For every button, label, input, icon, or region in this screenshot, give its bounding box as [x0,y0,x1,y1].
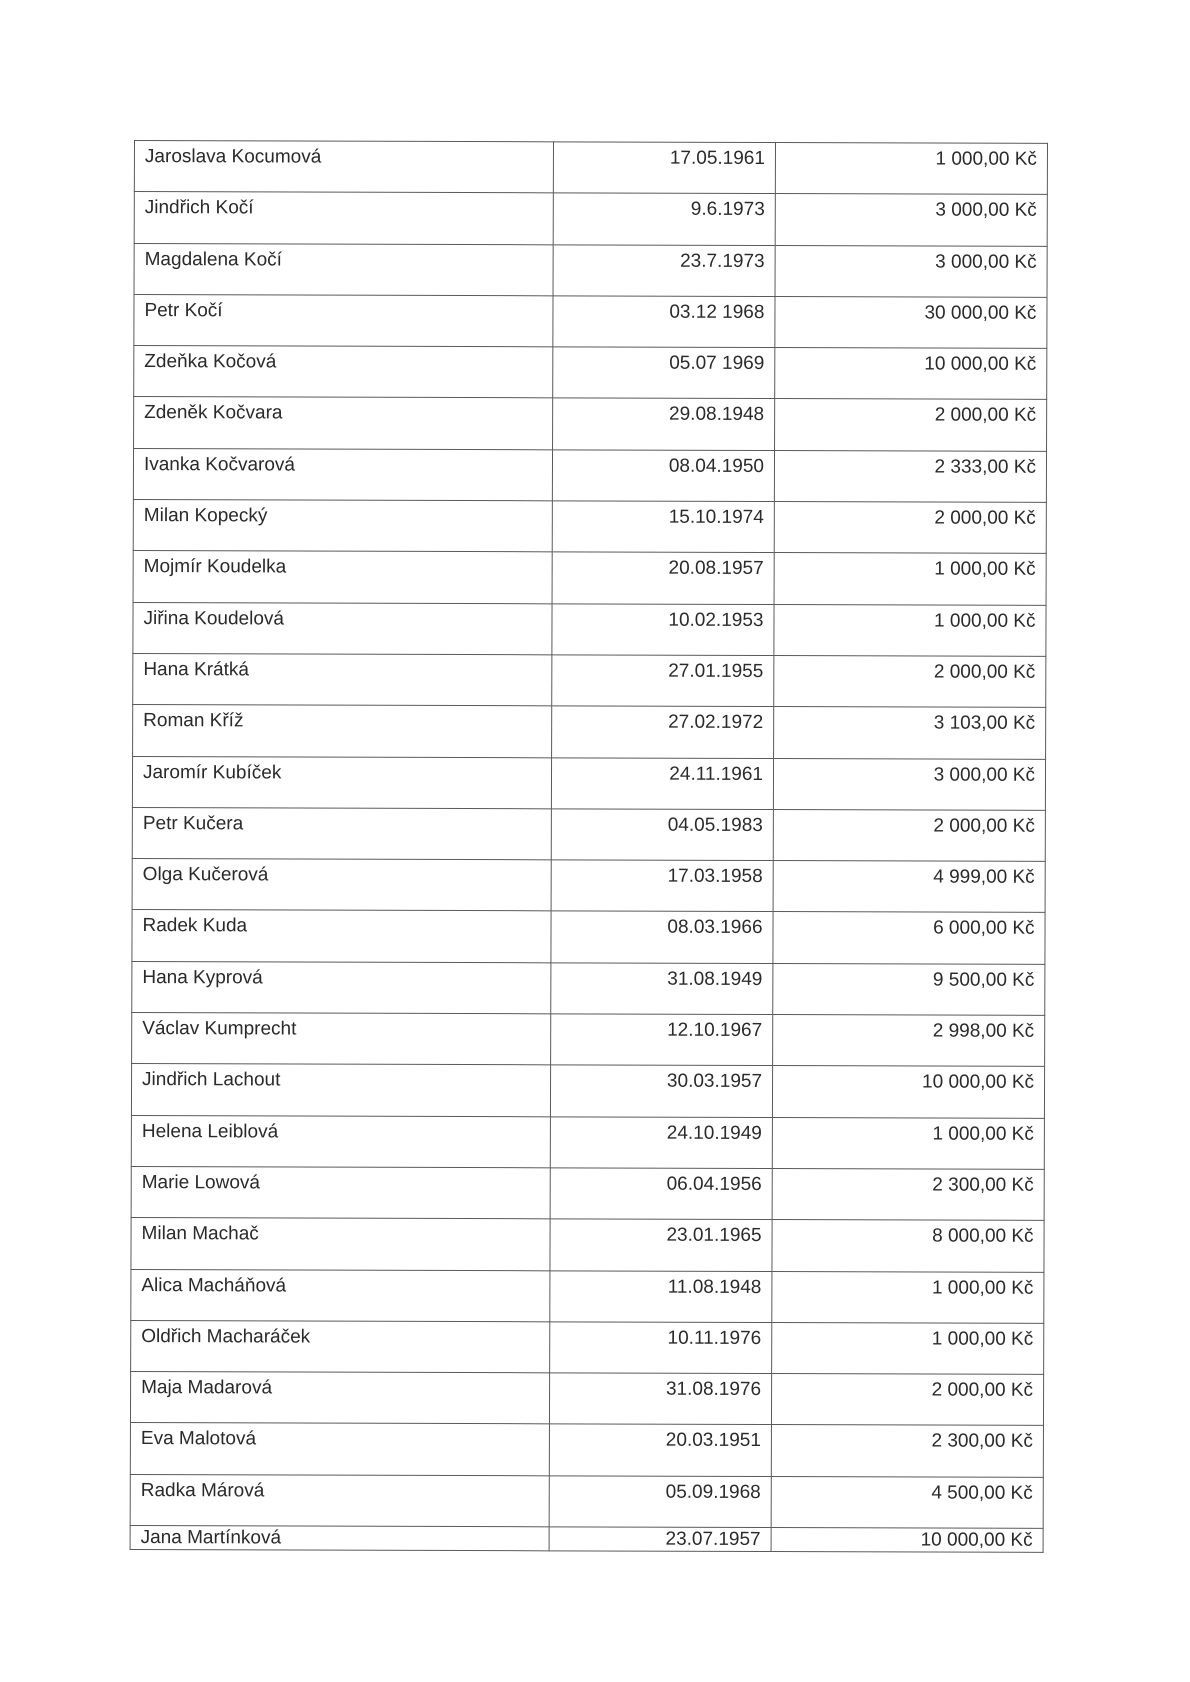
birth-date: 04.05.1983 [551,809,773,861]
birth-date: 12.10.1967 [551,1014,773,1066]
person-name: Oldřich Macharáček [131,1320,550,1373]
table-row [134,141,1047,195]
person-name: Milan Machač [131,1218,550,1271]
amount: 1 000,00 Kč [772,1322,1044,1374]
table-row [131,1115,1044,1169]
person-name: Marie Lowová [131,1166,550,1219]
birth-date: 9.6.1973 [553,193,775,245]
amount: 10 000,00 Kč [775,348,1047,400]
birth-date: 10.11.1976 [550,1322,772,1374]
table-row [130,1423,1043,1477]
person-name: Václav Kumprecht [132,1013,551,1066]
amount: 2 000,00 Kč [773,809,1045,861]
person-name: Jindřich Kočí [134,192,553,245]
table-row [133,602,1046,656]
person-name: Mojmír Koudelka [133,551,552,604]
amount: 1 000,00 Kč [775,143,1047,195]
table-row [134,192,1047,246]
donor-table [130,140,1048,1553]
table-row [132,1013,1045,1067]
donor-table-body [130,141,1047,1553]
birth-date: 23.07.1957 [549,1527,771,1552]
amount: 6 000,00 Kč [773,912,1045,964]
person-name: Hana Krátká [133,653,552,706]
birth-date: 20.03.1951 [549,1424,771,1476]
amount: 3 103,00 Kč [774,707,1046,759]
table-row [131,1269,1044,1323]
person-name: Eva Malotová [130,1423,549,1476]
amount: 3 000,00 Kč [775,245,1047,297]
table-row [132,961,1045,1015]
person-name: Roman Kříž [133,705,552,758]
table-row [134,243,1047,297]
birth-date: 03.12 1968 [553,296,775,348]
table-row [132,807,1045,861]
amount: 2 300,00 Kč [772,1168,1044,1220]
birth-date: 11.08.1948 [550,1270,772,1322]
amount: 4 999,00 Kč [773,861,1045,913]
amount: 3 000,00 Kč [773,758,1045,810]
person-name: Petr Kočí [134,294,553,347]
person-name: Olga Kučerová [132,859,551,912]
person-name: Radka Márová [130,1474,549,1527]
table-row [131,1064,1044,1118]
birth-date: 27.01.1955 [552,655,774,707]
person-name: Zdeněk Kočvara [134,397,553,450]
person-name: Jana Martínková [130,1526,549,1551]
birth-date: 24.11.1961 [551,757,773,809]
birth-date: 20.08.1957 [552,552,774,604]
amount: 2 300,00 Kč [771,1425,1043,1477]
table-row [130,1474,1043,1528]
birth-date: 31.08.1949 [551,963,773,1015]
table-row [134,346,1047,400]
birth-date: 30.03.1957 [550,1065,772,1117]
amount: 10 000,00 Kč [771,1528,1043,1553]
amount: 1 000,00 Kč [772,1117,1044,1169]
table-row [133,500,1046,554]
amount: 1 000,00 Kč [774,553,1046,605]
table-row [133,653,1046,707]
amount: 30 000,00 Kč [775,296,1047,348]
table-row [131,1218,1044,1272]
person-name: Zdeňka Kočová [134,346,553,399]
birth-date: 31.08.1976 [549,1373,771,1425]
person-name: Maja Madarová [130,1372,549,1425]
amount: 9 500,00 Kč [773,963,1045,1015]
table-row [132,859,1045,913]
birth-date: 23.01.1965 [550,1219,772,1271]
person-name: Helena Leiblová [131,1115,550,1168]
birth-date: 10.02.1953 [552,603,774,655]
amount: 2 000,00 Kč [774,502,1046,554]
table-row [130,1372,1043,1426]
amount: 2 998,00 Kč [773,1015,1045,1067]
table-row [134,397,1047,451]
amount: 1 000,00 Kč [774,604,1046,656]
amount: 3 000,00 Kč [775,194,1047,246]
amount: 2 000,00 Kč [775,399,1047,451]
amount: 4 500,00 Kč [771,1476,1043,1528]
person-name: Jiřina Koudelová [133,602,552,655]
table-row [131,1320,1044,1374]
amount: 2 000,00 Kč [774,655,1046,707]
table-row [133,551,1046,605]
amount: 2 333,00 Kč [774,450,1046,502]
birth-date: 17.03.1958 [551,860,773,912]
table-row [133,448,1046,502]
person-name: Jindřich Lachout [131,1064,550,1117]
table-row [134,294,1047,348]
person-name: Ivanka Kočvarová [133,448,552,501]
table-row [132,910,1045,964]
amount: 8 000,00 Kč [772,1220,1044,1272]
birth-date: 08.03.1966 [551,911,773,963]
amount: 10 000,00 Kč [772,1066,1044,1118]
table-row [130,1526,1043,1553]
birth-date: 23.7.1973 [553,244,775,296]
person-name: Alica Macháňová [131,1269,550,1322]
birth-date: 05.07 1969 [553,347,775,399]
birth-date: 29.08.1948 [553,398,775,450]
table-row [131,1166,1044,1220]
person-name: Radek Kuda [132,910,551,963]
person-name: Jaroslava Kocumová [134,141,553,194]
person-name: Jaromír Kubíček [132,756,551,809]
birth-date: 24.10.1949 [550,1116,772,1168]
birth-date: 06.04.1956 [550,1168,772,1220]
person-name: Hana Kyprová [132,961,551,1014]
birth-date: 15.10.1974 [552,501,774,553]
table-row [133,705,1046,759]
birth-date: 27.02.1972 [552,706,774,758]
birth-date: 08.04.1950 [552,450,774,502]
birth-date: 17.05.1961 [553,142,775,194]
person-name: Milan Kopecký [133,500,552,553]
person-name: Petr Kučera [132,807,551,860]
birth-date: 05.09.1968 [549,1476,771,1528]
table-row [132,756,1045,810]
person-name: Magdalena Kočí [134,243,553,296]
amount: 1 000,00 Kč [772,1271,1044,1323]
amount: 2 000,00 Kč [771,1374,1043,1426]
